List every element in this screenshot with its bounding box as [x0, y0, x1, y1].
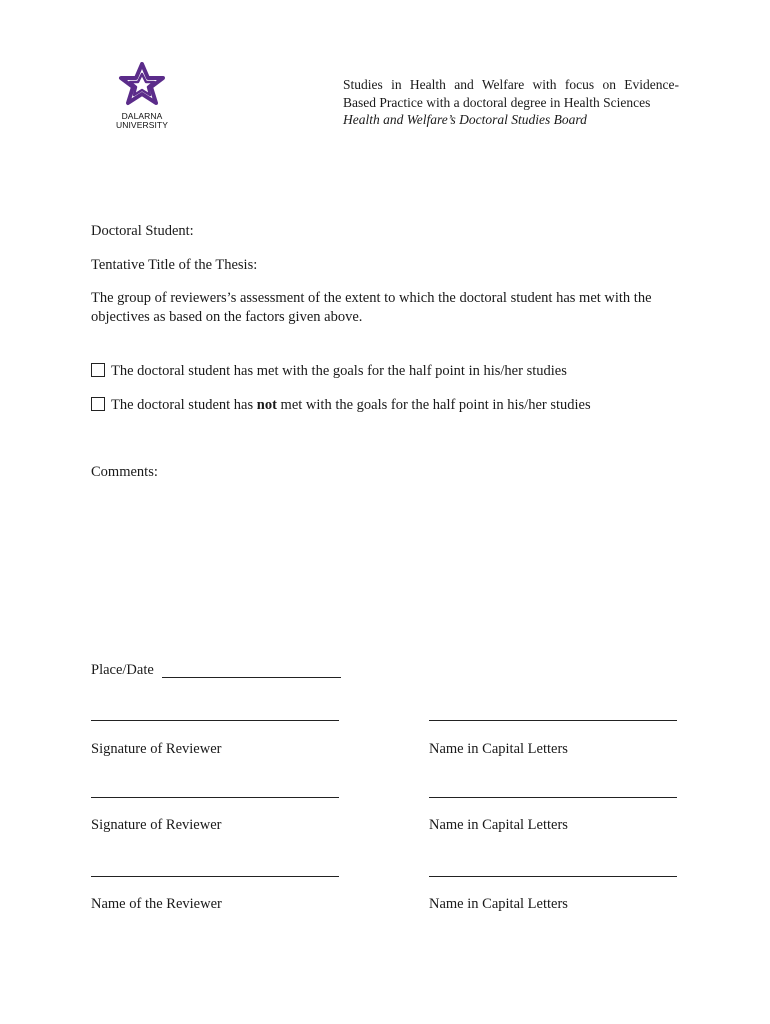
document-header [343, 76, 679, 129]
signature-label-2: Signature of Reviewer [91, 817, 222, 833]
header-line-1: Studies in Health and Welfare with focus on Evidence- [343, 77, 679, 92]
option-not-met-row [91, 396, 591, 415]
option-not-met-label-end: met with the goals for the half point in his/her studies [276, 397, 591, 413]
name-line-2[interactable] [429, 797, 677, 798]
name-line-3[interactable] [429, 876, 677, 877]
option-met-row [91, 362, 567, 381]
doctoral-student-label: Doctoral Student: [91, 223, 194, 239]
comments-label: Comments: [91, 464, 158, 480]
header-line-3: Health and Welfare’s Doctoral Studies Board [343, 112, 587, 127]
not-met-checkbox[interactable] [91, 397, 105, 411]
option-met-label: The doctoral student has met with the goals for the half point in his/her studies [111, 363, 567, 379]
met-checkbox[interactable] [91, 363, 105, 377]
signature-line-1[interactable] [91, 720, 339, 721]
name-label-1: Name in Capital Letters [429, 741, 568, 757]
signature-label-3: Name of the Reviewer [91, 896, 222, 912]
place-date-line[interactable] [162, 677, 341, 678]
name-label-2: Name in Capital Letters [429, 817, 568, 833]
assessment-text: The group of reviewers’s assessment of the extent to which the doctoral student has met with the objectives as based on the factors given above. [91, 290, 652, 325]
place-date-label: Place/Date [91, 662, 154, 678]
signature-label-1: Signature of Reviewer [91, 741, 222, 757]
logo-text [111, 112, 173, 130]
name-label-3: Name in Capital Letters [429, 896, 568, 912]
signature-line-2[interactable] [91, 797, 339, 798]
option-not-met-emphasis: not [256, 397, 277, 413]
signature-line-3[interactable] [91, 876, 339, 877]
option-not-met-label-start: The doctoral student has [111, 397, 257, 413]
star-logo-icon [117, 62, 167, 108]
thesis-title-label: Tentative Title of the Thesis: [91, 257, 258, 273]
university-logo [111, 62, 173, 134]
logo-text-line2: UNIVERSITY [115, 120, 168, 130]
logo-text-line1: DALARNA [121, 111, 163, 121]
name-line-1[interactable] [429, 720, 677, 721]
header-line-2: Based Practice with a doctoral degree in Health Sciences [343, 94, 651, 110]
